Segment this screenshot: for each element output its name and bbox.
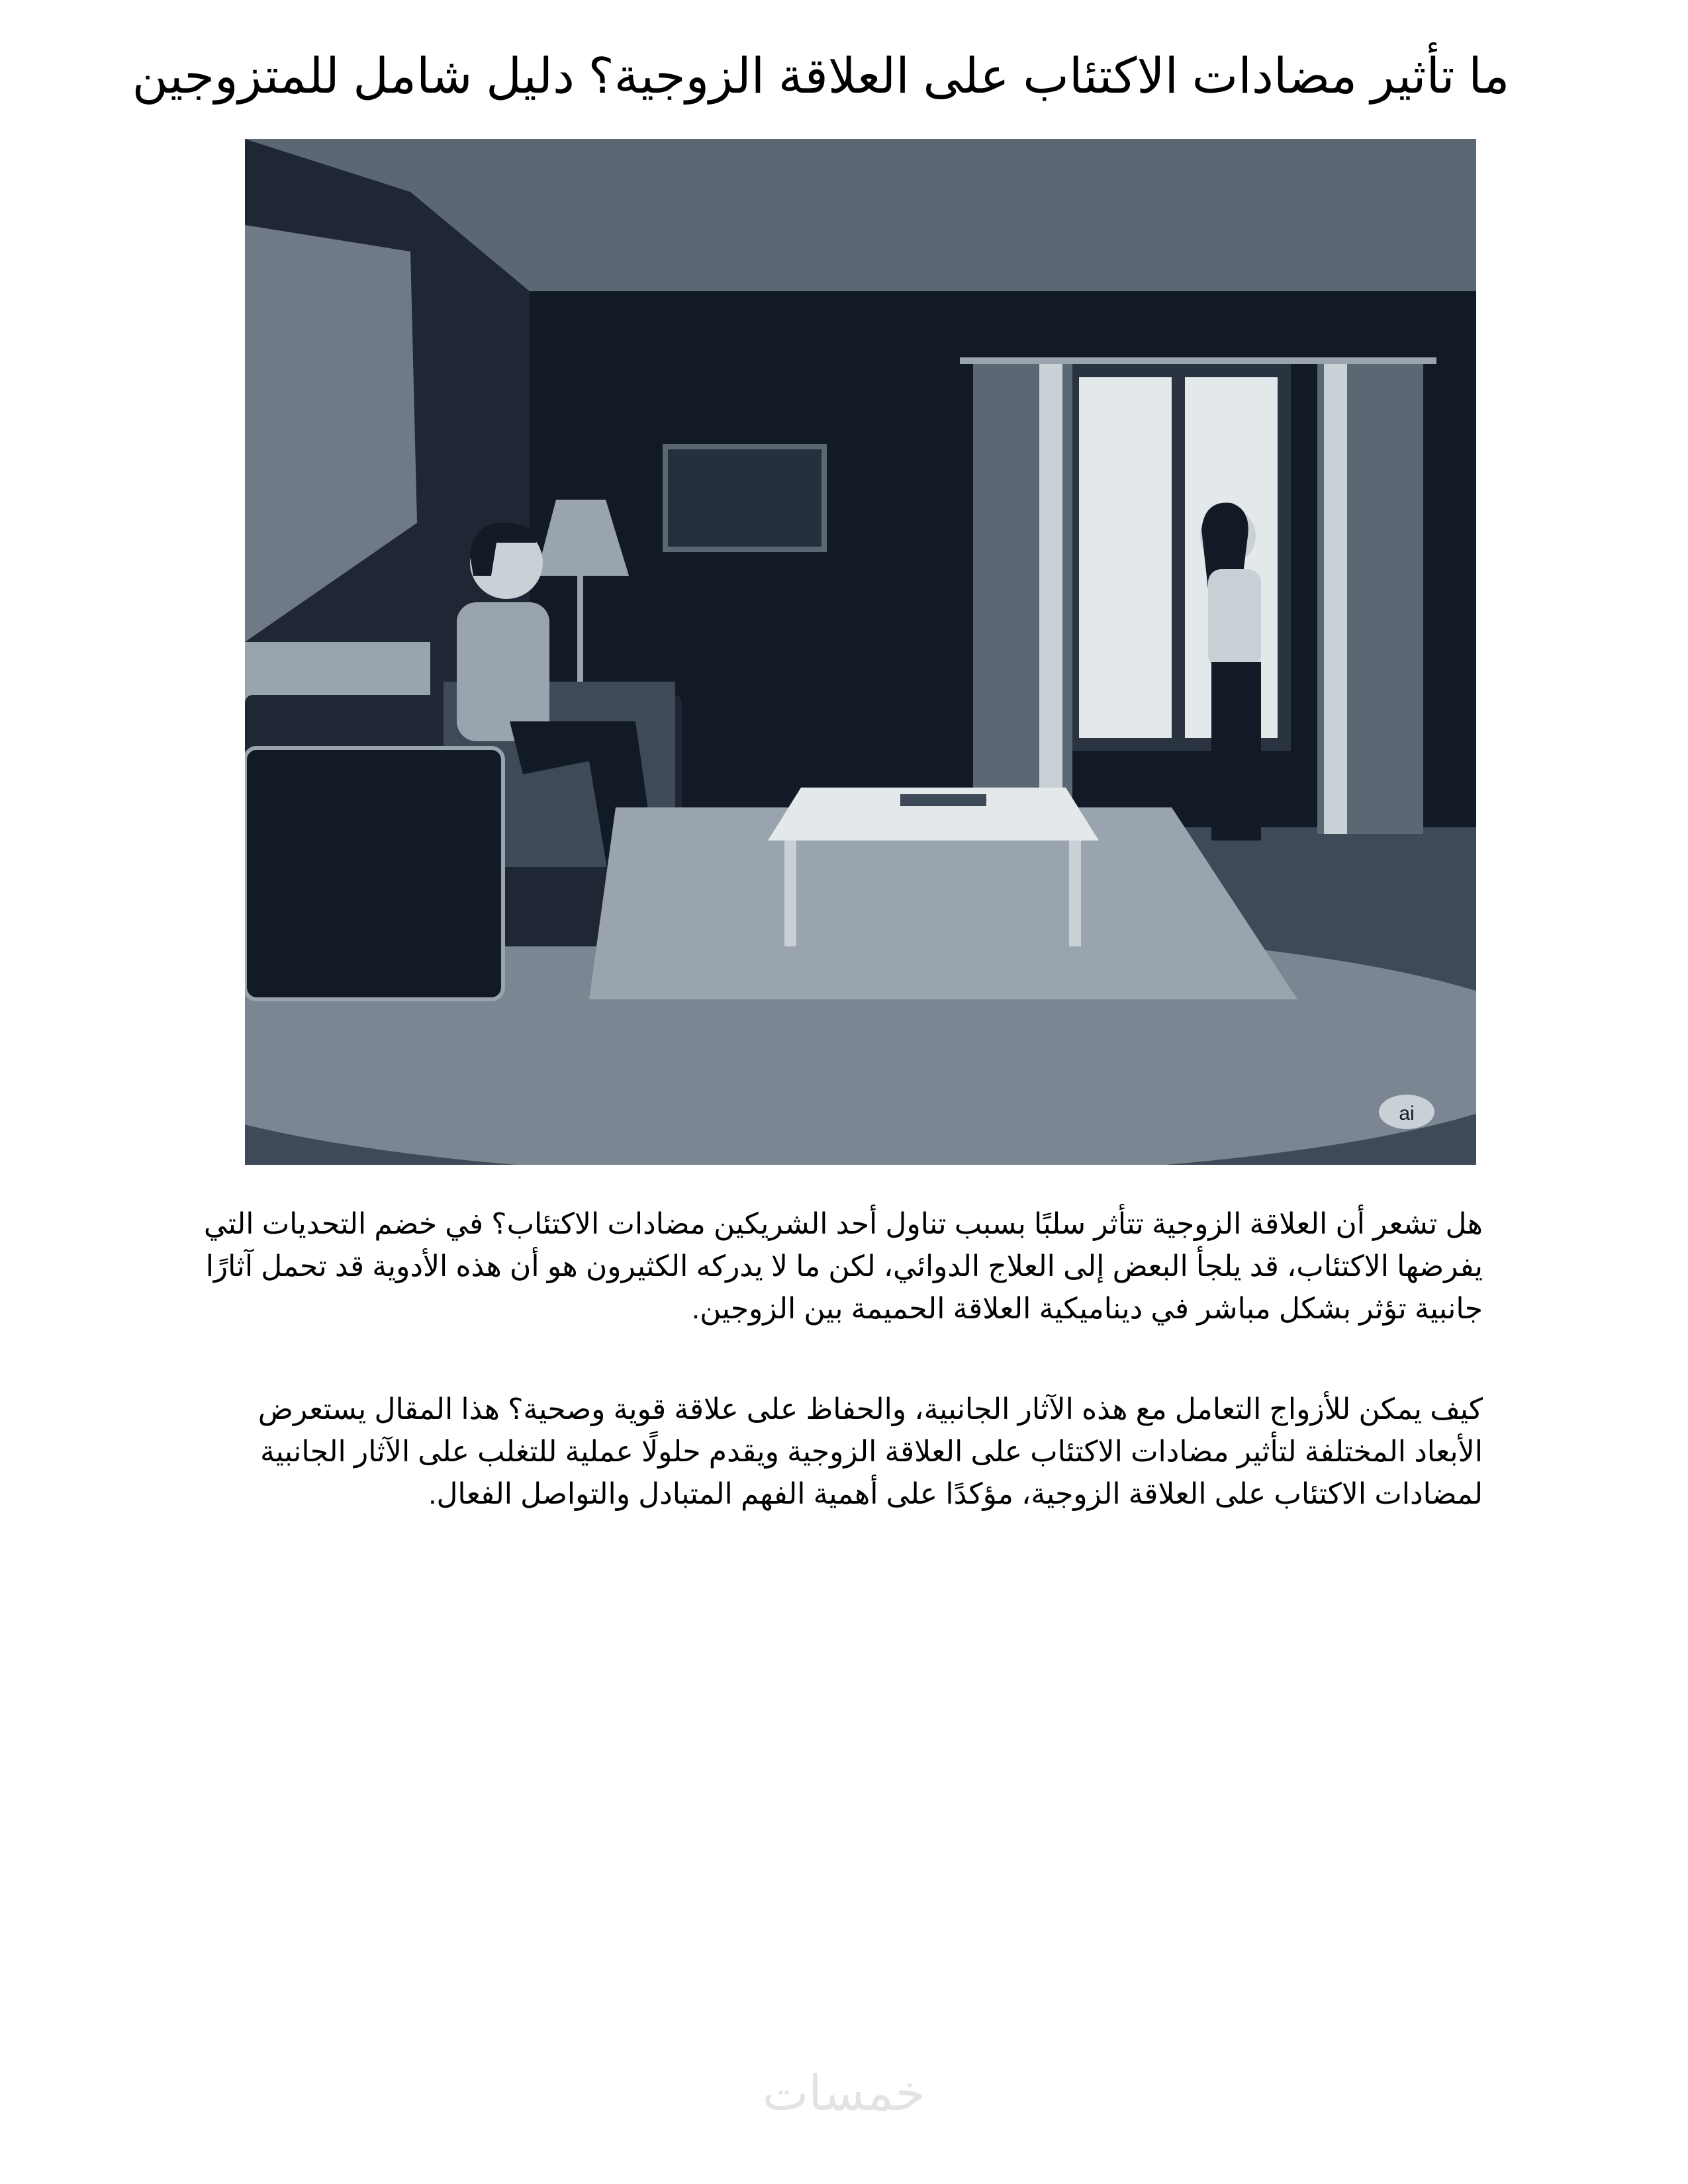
woman-torso: [1208, 569, 1261, 668]
woman-legs: [1211, 662, 1261, 841]
window-pane-left: [1079, 377, 1172, 738]
curtain-left-fold: [1039, 364, 1062, 834]
intro-paragraph: هل تشعر أن العلاقة الزوجية تتأثر سلبًا بسبب تناول أحد الشريكين مضادات الاكتئاب؟ في خضم التحديات التي يفرضها الاكتئاب، قد يلجأ البعض إلى العلاج الدوائي، لكن ما لا يدركه الكثيرون هو أن هذه الأدوية قد تحمل آثارًا جانبية تؤثر بشكل مباشر في ديناميكية العلاقة الحميمة بين الزوجين.: [203, 1208, 1483, 1325]
curtain-right-fold: [1324, 364, 1347, 834]
sofa-arm: [245, 748, 503, 999]
site-watermark: خمسات: [762, 2066, 926, 2120]
table-book: [900, 794, 986, 806]
summary-paragraph: كيف يمكن للأزواج التعامل مع هذه الآثار الجانبية، والحفاظ على علاقة قوية وصحية؟ هذا المقال يستعرض الأبعاد المختلفة لتأثير مضادات الاكتئاب على العلاقة الزوجية ويقدم حلولًا عملية للتغلب على الآثار الجانبية لمضادات الاكتئاب على العلاقة الزوجية، مؤكدًا على أهمية الفهم المتبادل والتواصل الفعال.: [258, 1393, 1483, 1510]
ai-badge: ai: [1399, 1103, 1415, 1124]
table-leg-right: [1069, 841, 1081, 946]
page-title: ما تأثير مضادات الاكتئاب على العلاقة الزوجية؟ دليل شامل للمتزوجين: [132, 48, 1510, 103]
table-leg-left: [784, 841, 796, 946]
article-illustration: [245, 139, 1476, 1165]
man-torso: [457, 602, 549, 741]
wall-frame: [665, 447, 824, 549]
curtain-rod: [960, 357, 1436, 364]
